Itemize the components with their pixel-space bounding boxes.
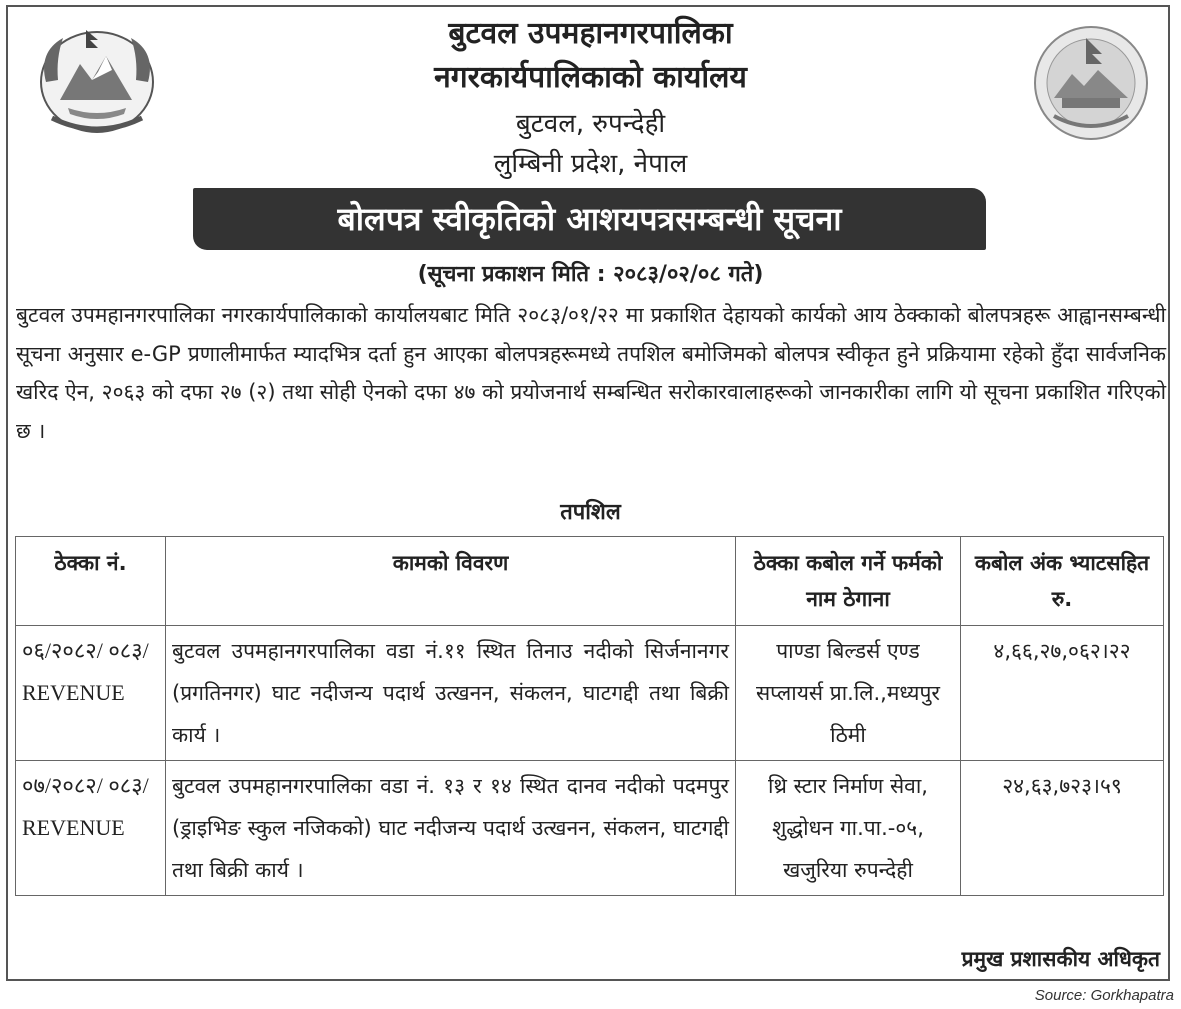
- table-row: [16, 626, 1164, 761]
- notice-body: बुटवल उपमहानगरपालिका नगरकार्यपालिकाको कार्यालयबाट मिति २०८३/०१/२२ मा प्रकाशित देहायको कार्यको आय ठेक्काको बोलपत्रहरू आह्वानसम्बन्धी सूचना अनुसार e-GP प्रणालीमार्फत म्यादभित्र दर्ता हुन आएका बोलपत्रहरूमध्ये तपशिल बमोजिमको बोलपत्र स्वीकृत हुने प्रक्रियामा रहेको हुँदा सार्वजनिक खरिद ऐन, २०६३ को दफा २७ (२) तथा सोही ऐनको दफा ४७ को प्रयोजनार्थ सम्बन्धित सरोकारवालाहरूको जानकारीका लागि यो सूचना प्रकाशित गरिएको छ ।: [16, 303, 1167, 443]
- table-row: [16, 761, 1164, 896]
- header-amount: कबोल अंक भ्याटसहित रु.: [961, 537, 1164, 626]
- source-credit: Source: Gorkhapatra: [1034, 987, 1174, 1004]
- signatory-title: प्रमुख प्रशासकीय अधिकृत: [961, 947, 1160, 971]
- details-heading: तपशिल: [560, 500, 621, 525]
- header-contract-no: ठेक्का नं.: [16, 537, 166, 626]
- header-firm: ठेक्का कबोल गर्ने फर्मको नाम ठेगाना: [736, 537, 961, 626]
- publication-date: (सूचना प्रकाशन मिति : २०८३/०२/०८ गते): [417, 262, 764, 287]
- office-name: नगरकार्यपालिकाको कार्यालय: [434, 60, 747, 95]
- table-header-row: [16, 537, 1164, 626]
- org-name: बुटवल उपमहानगरपालिका: [448, 16, 733, 51]
- city-address: बुटवल, रुपन्देही: [515, 109, 666, 139]
- work-description: बुटवल उपमहानगरपालिका वडा नं.११ स्थित तिनाउ नदीको सिर्जनानगर (प्रगतिनगर) घाट नदीजन्य पदार्थ उत्खनन, संकलन, घाटगद्दी तथा बिक्री कार्य ।: [166, 626, 736, 761]
- contract-no: ०७/२०८२/ ०८३/ REVENUE: [16, 761, 166, 896]
- province-address: लुम्बिनी प्रदेश, नेपाल: [493, 149, 688, 179]
- work-description: बुटवल उपमहानगरपालिका वडा नं. १३ र १४ स्थित दानव नदीको पदमपुर (ड्राइभिङ स्कुल नजिकको) घाट नदीजन्य पदार्थ उत्खनन, संकलन, घाटगद्दी तथा बिक्री कार्य ।: [166, 761, 736, 896]
- bid-amount: २४,६३,७२३।५९: [961, 761, 1164, 896]
- firm-name-address: पाण्डा बिल्डर्स एण्ड सप्लायर्स प्रा.लि.,मध्यपुर ठिमी: [736, 626, 961, 761]
- notice-title: बोलपत्र स्वीकृतिको आशयपत्रसम्बन्धी सूचना: [193, 188, 986, 250]
- firm-name-address: थ्रि स्टार निर्माण सेवा, शुद्धोधन गा.पा.-०५, खजुरिया रुपन्देही: [736, 761, 961, 896]
- bid-amount: ४,६६,२७,०६२।२२: [961, 626, 1164, 761]
- contract-no: ०६/२०८२/ ०८३/ REVENUE: [16, 626, 166, 761]
- header-description: कामको विवरण: [166, 537, 736, 626]
- bid-table: [15, 536, 1164, 896]
